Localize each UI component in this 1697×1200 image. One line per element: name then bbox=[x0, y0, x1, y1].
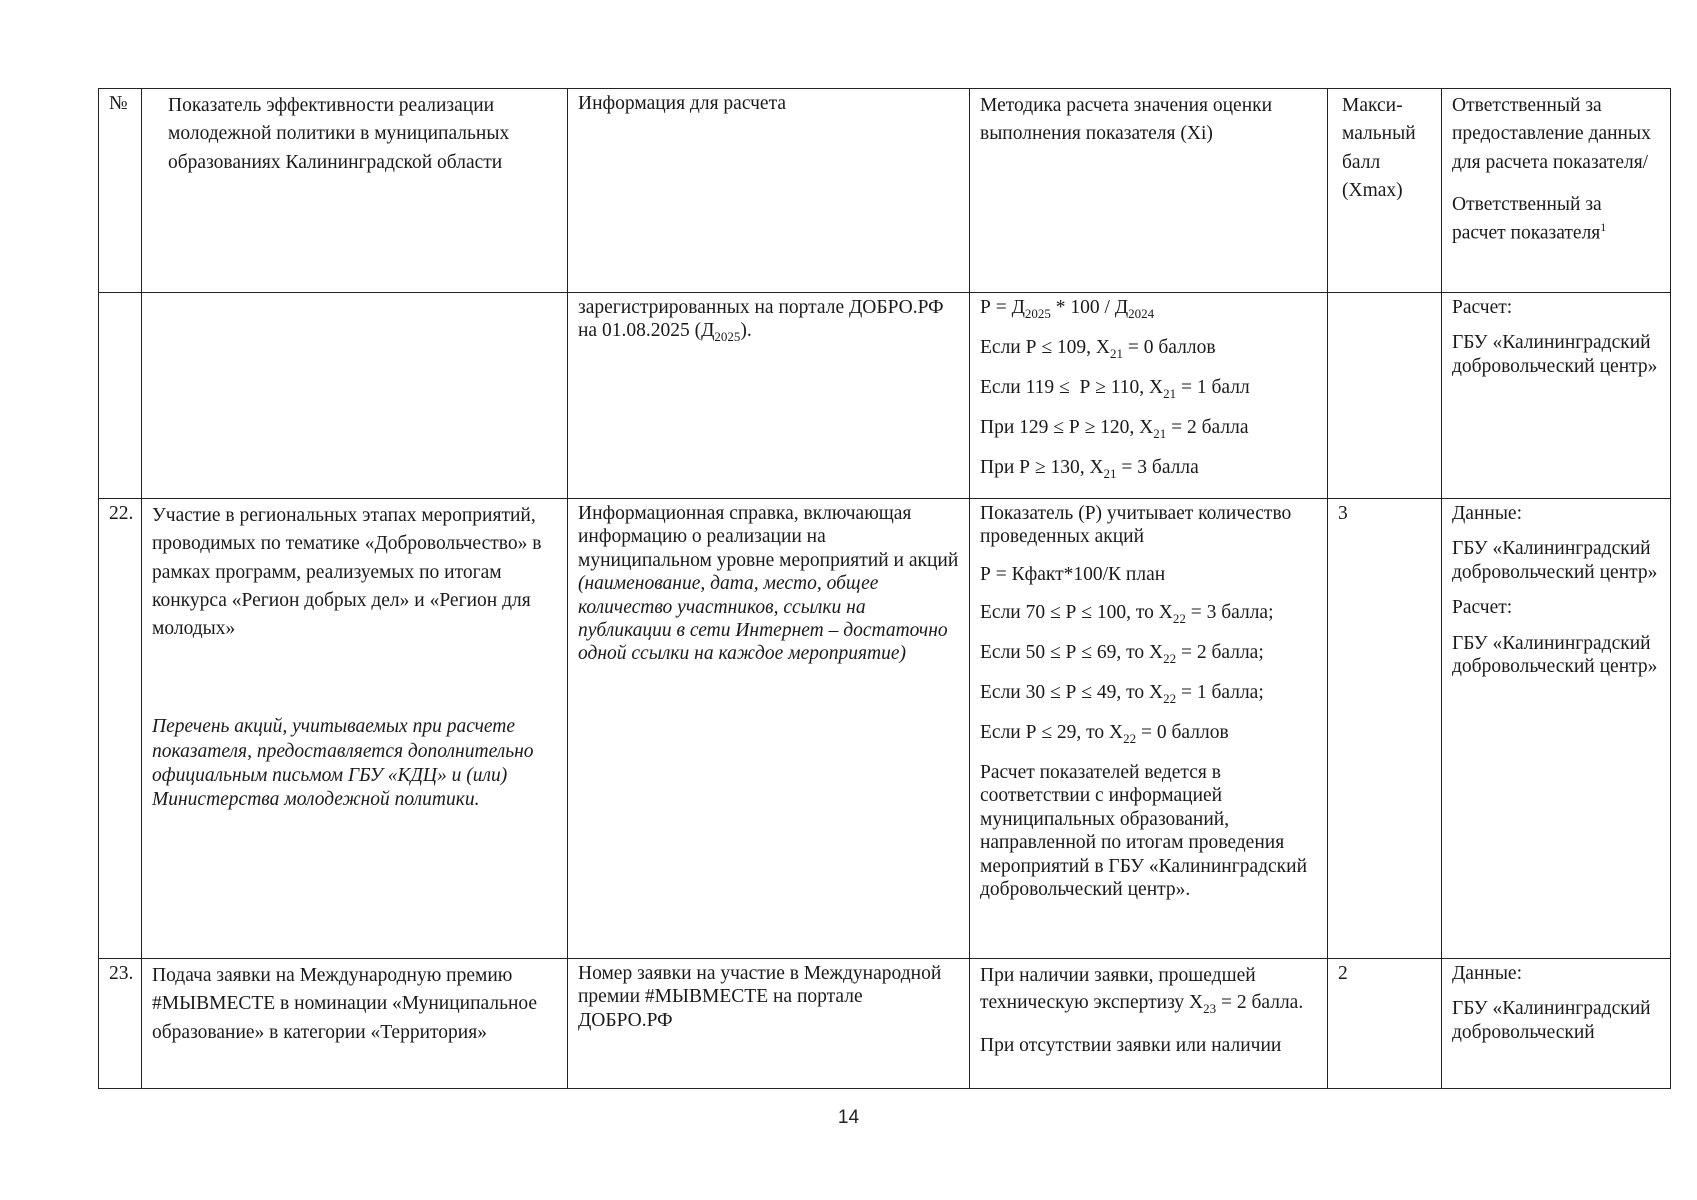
method-line: Если 70 ≤ Р ≤ 100, то $X_{22} = 3$ балла; bbox=[980, 601, 1274, 626]
method-formula: Р = Кфакт*100/К план bbox=[980, 563, 1166, 585]
table-row bbox=[99, 499, 1671, 959]
page-number: 14 bbox=[837, 1107, 860, 1128]
row-calc-info: Номер заявки на участие в Международной премии #МЫВМЕСТЕ на портале ДОБРО.РФ bbox=[568, 959, 970, 1089]
row-responsible bbox=[1442, 499, 1671, 959]
resp-calc-org: ГБУ «Калининградский добровольческий центр» bbox=[1452, 332, 1658, 377]
row-number: 22. bbox=[99, 499, 142, 959]
info-italic-text: (наименование, дата, место, общее количество участников, ссылки на публикации в сети Интернет – достаточно одной ссылки на каждое мероприятие) bbox=[578, 573, 948, 665]
resp-data-label: Данные: bbox=[1452, 963, 1523, 984]
row-indicator bbox=[142, 293, 568, 499]
row-number bbox=[99, 293, 142, 499]
method-line: Если 30 ≤ Р ≤ 49, то $X_{22} = 1$ балла; bbox=[980, 681, 1264, 706]
indicator-note: Перечень акций, учитываемых при расчете показателя, предоставляется дополнительно официальным письмом ГБУ «КДЦ» и (или) Министерства молодежной политики. bbox=[152, 716, 534, 810]
method-line: Если Р ≤ 109, $X_{21} = 0$ баллов bbox=[980, 337, 1216, 361]
row-max-score: 3 bbox=[1328, 499, 1442, 959]
resp-calc-org: ГБУ «Калининградский добровольческий центр» bbox=[1452, 632, 1658, 677]
method-line: При 129 ≤ Р ≥ 120, $X_{21} = 2$ балла bbox=[980, 417, 1249, 441]
resp-calc-label: Расчет: bbox=[1452, 297, 1513, 318]
table-row bbox=[99, 959, 1671, 1089]
method-line: При отсутствии заявки или наличии bbox=[980, 1035, 1282, 1057]
resp-data-label: Данные: bbox=[1452, 503, 1523, 524]
row-indicator bbox=[142, 499, 568, 959]
resp-calc-label: Расчет: bbox=[1452, 597, 1513, 619]
row-method bbox=[970, 293, 1328, 499]
row-calc-info bbox=[568, 499, 970, 959]
info-main-text: Информационная справка, включающая информацию о реализации на муниципальном уровне мероприятий и акций bbox=[578, 503, 959, 571]
resp-data-org: ГБУ «Калининградский добровольческий bbox=[1452, 998, 1651, 1043]
header-responsible-data: Ответственный за предоставление данных для расчета показателя/ bbox=[1452, 95, 1651, 173]
method-line: Если Р ≤ 29, то $X_{22} = 0$ баллов bbox=[980, 721, 1229, 746]
header-responsible bbox=[1442, 89, 1671, 293]
method-formula: $Р = Д_{2025} * 100 / Д_{2024}$ bbox=[980, 297, 1155, 321]
row-responsible bbox=[1442, 959, 1671, 1089]
row-calc-info-text: зарегистрированных на портале ДОБРО.РФ на 01.08.2025 $(Д_{2025})$. bbox=[578, 297, 944, 345]
row-indicator: Подача заявки на Международную премию #МЫВМЕСТЕ в номинации «Муниципальное образование» в категории «Территория» bbox=[142, 959, 568, 1089]
method-line: При Р ≥ 130, $X_{21} = 3$ балла bbox=[980, 457, 1199, 481]
row-method bbox=[970, 959, 1328, 1089]
resp-data-org: ГБУ «Калининградский добровольческий центр» bbox=[1452, 538, 1658, 583]
header-max-score: Макси-мальный балл (Xmax) bbox=[1328, 89, 1442, 293]
row-method bbox=[970, 499, 1328, 959]
method-line: Показатель (Р) учитывает количество проведенных акций bbox=[980, 503, 1292, 548]
indicators-table bbox=[98, 88, 1671, 1089]
indicator-text: Участие в региональных этапах мероприятий, проводимых по тематике «Добровольчество» в рамках программ, реализуемых по итогам конкурса «Регион добрых дел» и «Регион для молодых» bbox=[152, 505, 542, 640]
row-number: 23. bbox=[99, 959, 142, 1089]
header-responsible-calc: Ответственный за расчет показателя$^1$ bbox=[1452, 193, 1607, 244]
row-max-score bbox=[1328, 293, 1442, 499]
method-line: Если 119 ≤ Р ≥ 110, $X_{21} = 1$ балл bbox=[980, 377, 1250, 401]
header-number: № bbox=[99, 89, 142, 293]
method-line: При наличии заявки, прошедшей техническую экспертизу $X_{23} = 2$ балла. bbox=[980, 965, 1304, 1017]
header-method: Методика расчета значения оценки выполнения показателя (Xi) bbox=[970, 89, 1328, 293]
footnote-marker: 1 bbox=[1600, 220, 1607, 235]
method-note: Расчет показателей ведется в соответствии с информацией муниципальных образований, направленной по итогам проведения мероприятий в ГБУ «Калининградский добровольческий центр». bbox=[980, 761, 1308, 900]
table-header-row bbox=[99, 89, 1671, 293]
header-indicator: Показатель эффективности реализации молодежной политики в муниципальных образованиях Калининградской области bbox=[142, 89, 568, 293]
row-max-score: 2 bbox=[1328, 959, 1442, 1089]
method-line: Если 50 ≤ Р ≤ 69, то $X_{22} = 2$ балла; bbox=[980, 641, 1264, 666]
row-responsible bbox=[1442, 293, 1671, 499]
header-calc-info: Информация для расчета bbox=[568, 89, 970, 293]
table-row bbox=[99, 293, 1671, 499]
row-calc-info bbox=[568, 293, 970, 499]
